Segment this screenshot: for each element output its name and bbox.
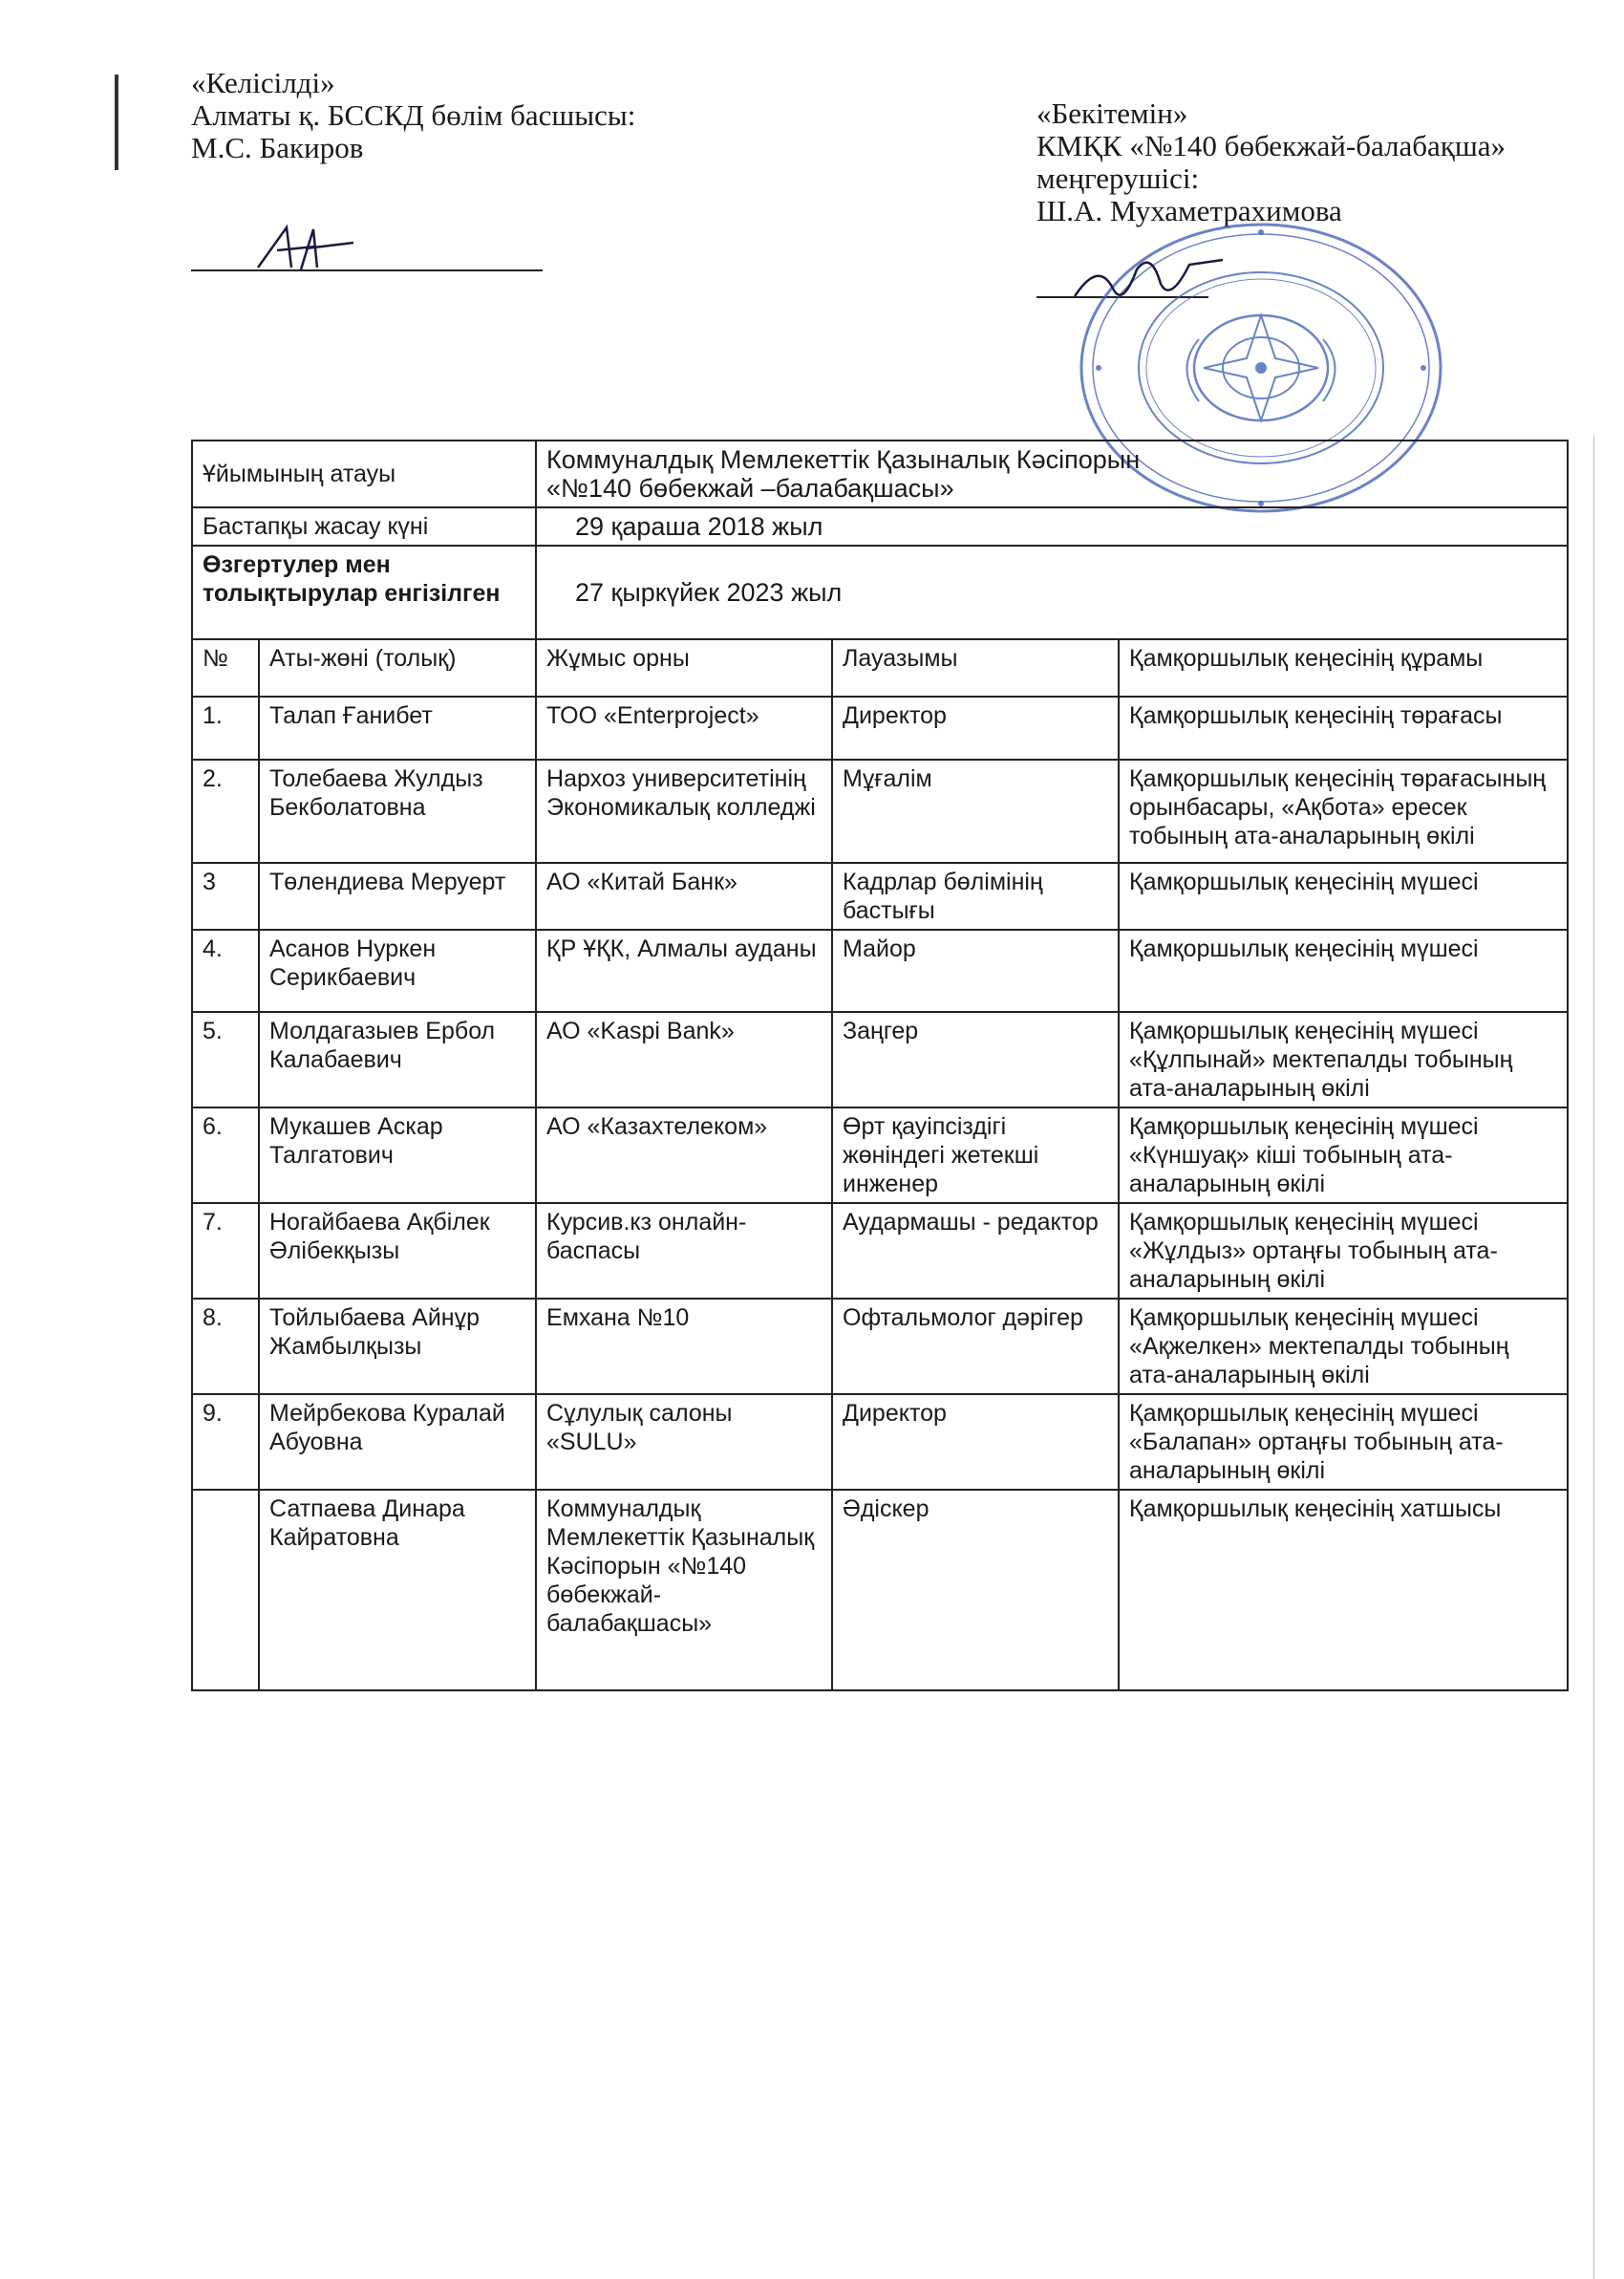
- meta-org-value: [536, 441, 1568, 507]
- row-workplace: АО «Китай Банк»: [536, 863, 832, 930]
- meta-org-label: Ұйымының атауы: [192, 441, 536, 507]
- row-name: Асанов Нуркен Серикбаевич: [259, 930, 536, 1012]
- row-workplace: ҚР ҰҚК, Алмалы ауданы: [536, 930, 832, 1012]
- row-role: Қамқоршылық кеңесінің мүшесі «Ақжелкен» мектепалды тобының ата-аналарының өкілі: [1119, 1299, 1568, 1394]
- row-role: Қамқоршылық кеңесінің мүшесі «Күншуақ» кіші тобының ата-аналарының өкілі: [1119, 1107, 1568, 1203]
- row-workplace: Емхана №10: [536, 1299, 832, 1394]
- row-num: 7.: [192, 1203, 259, 1299]
- table-row: [192, 1299, 1568, 1394]
- row-name: Мейрбекова Куралай Абуовна: [259, 1394, 536, 1490]
- approval-block-left: [191, 67, 764, 164]
- table-row: [192, 697, 1568, 760]
- approval-block-right: [1036, 97, 1610, 227]
- signature-left: [248, 220, 363, 277]
- meta-created-value: 29 қараша 2018 жыл: [536, 507, 1568, 546]
- row-num: 5.: [192, 1012, 259, 1107]
- table-row: [192, 1203, 1568, 1299]
- signature-line-left: [191, 269, 543, 271]
- table-row: [192, 930, 1568, 1012]
- row-name: Толебаева Жулдыз Бекболатовна: [259, 760, 536, 863]
- row-role: Қамқоршылық кеңесінің мүшесі «Жұлдыз» ортаңғы тобының ата-аналарының өкілі: [1119, 1203, 1568, 1299]
- meta-changes-label: Өзгертулер мен толықтырулар енгізілген: [192, 546, 536, 639]
- meta-row-changes: [192, 546, 1568, 639]
- meta-changes-value: 27 қыркүйек 2023 жыл: [536, 546, 1568, 639]
- approval-left-quote: «Келісілді»: [191, 66, 335, 99]
- table-row: [192, 863, 1568, 930]
- row-name: Молдагазыев Ербол Калабаевич: [259, 1012, 536, 1107]
- margin-mark: [115, 75, 118, 170]
- approval-left-name: М.С. Бакиров: [191, 131, 364, 164]
- row-role: Қамқоршылық кеңесінің хатшысы: [1119, 1490, 1568, 1690]
- row-name: Тойлыбаева Айнұр Жамбылқызы: [259, 1299, 536, 1394]
- approval-right-quote: «Бекітемін»: [1036, 97, 1188, 130]
- table-header-row: [192, 639, 1568, 697]
- approval-left-position: Алматы қ. БССКД бөлім басшысы:: [191, 98, 636, 132]
- row-position: Офтальмолог дәрігер: [832, 1299, 1119, 1394]
- meta-row-created: [192, 507, 1568, 546]
- table-row: [192, 1107, 1568, 1203]
- row-workplace: Сұлулық салоны «SULU»: [536, 1394, 832, 1490]
- meta-org-value-line1: Коммуналдық Мемлекеттік Қазыналық Кәсіпорын: [546, 445, 1141, 474]
- header-name: Аты-жөні (толық): [259, 639, 536, 697]
- page-edge-line: [1593, 435, 1594, 2279]
- row-position: Кадрлар бөлімінің бастығы: [832, 863, 1119, 930]
- row-workplace: Нархоз университетінің Экономикалық колледжі: [536, 760, 832, 863]
- row-position: Майор: [832, 930, 1119, 1012]
- table-row: [192, 760, 1568, 863]
- header-position: Лауазымы: [832, 639, 1119, 697]
- row-workplace: Курсив.кз онлайн-баспасы: [536, 1203, 832, 1299]
- row-role: Қамқоршылық кеңесінің мүшесі «Құлпынай» мектепалды тобының ата-аналарының өкілі: [1119, 1012, 1568, 1107]
- header-role: Қамқоршылық кеңесінің құрамы: [1119, 639, 1568, 697]
- row-workplace: Коммуналдық Мемлекеттік Қазыналық Кәсіпорын «№140 бөбекжай-балабақшасы»: [536, 1490, 832, 1690]
- meta-row-organization: [192, 441, 1568, 507]
- row-role: Қамқоршылық кеңесінің мүшесі: [1119, 863, 1568, 930]
- row-name: Талап Ғанибет: [259, 697, 536, 760]
- row-position: Аудармашы - редактор: [832, 1203, 1119, 1299]
- row-name: Төлендиева Меруерт: [259, 863, 536, 930]
- row-num: 3: [192, 863, 259, 930]
- row-role: Қамқоршылық кеңесінің мүшесі: [1119, 930, 1568, 1012]
- row-workplace: ТОО «Enterproject»: [536, 697, 832, 760]
- row-num: 8.: [192, 1299, 259, 1394]
- row-workplace: АО «Kaspi Bank»: [536, 1012, 832, 1107]
- row-name: Сатпаева Динара Кайратовна: [259, 1490, 536, 1690]
- row-role: Қамқоршылық кеңесінің төрағасының орынбасары, «Ақбота» ересек тобының ата-аналарының өкілі: [1119, 760, 1568, 863]
- row-name: Мукашев Аскар Талгатович: [259, 1107, 536, 1203]
- header-workplace: Жұмыс орны: [536, 639, 832, 697]
- approval-right-organization: КМҚК «№140 бөбекжай-балабақша»: [1036, 129, 1506, 162]
- row-name: Ногайбаева Ақбілек Әлібекқызы: [259, 1203, 536, 1299]
- table-row: [192, 1490, 1568, 1690]
- approval-right-position: меңгерушісі:: [1036, 161, 1200, 195]
- row-role: Қамқоршылық кеңесінің төрағасы: [1119, 697, 1568, 760]
- row-position: Директор: [832, 697, 1119, 760]
- signature-right: [1070, 250, 1232, 308]
- row-position: Мұғалім: [832, 760, 1119, 863]
- row-role: Қамқоршылық кеңесінің мүшесі «Балапан» ортаңғы тобының ата-аналарының өкілі: [1119, 1394, 1568, 1490]
- table-row: [192, 1012, 1568, 1107]
- row-workplace: АО «Казахтелеком»: [536, 1107, 832, 1203]
- row-position: Заңгер: [832, 1012, 1119, 1107]
- row-num: [192, 1490, 259, 1690]
- table-row: [192, 1394, 1568, 1490]
- row-position: Өрт қауіпсіздігі жөніндегі жетекші инженер: [832, 1107, 1119, 1203]
- row-num: 6.: [192, 1107, 259, 1203]
- row-position: Директор: [832, 1394, 1119, 1490]
- row-num: 2.: [192, 760, 259, 863]
- row-num: 9.: [192, 1394, 259, 1490]
- board-members-table: [191, 440, 1569, 1691]
- header-num: №: [192, 639, 259, 697]
- row-num: 1.: [192, 697, 259, 760]
- meta-org-value-line2: «№140 бөбекжай –балабақшасы»: [546, 474, 954, 503]
- approval-right-name: Ш.А. Мухаметрахимова: [1036, 194, 1342, 227]
- row-position: Әдіскер: [832, 1490, 1119, 1690]
- row-num: 4.: [192, 930, 259, 1012]
- meta-created-label: Бастапқы жасау күні: [192, 507, 536, 546]
